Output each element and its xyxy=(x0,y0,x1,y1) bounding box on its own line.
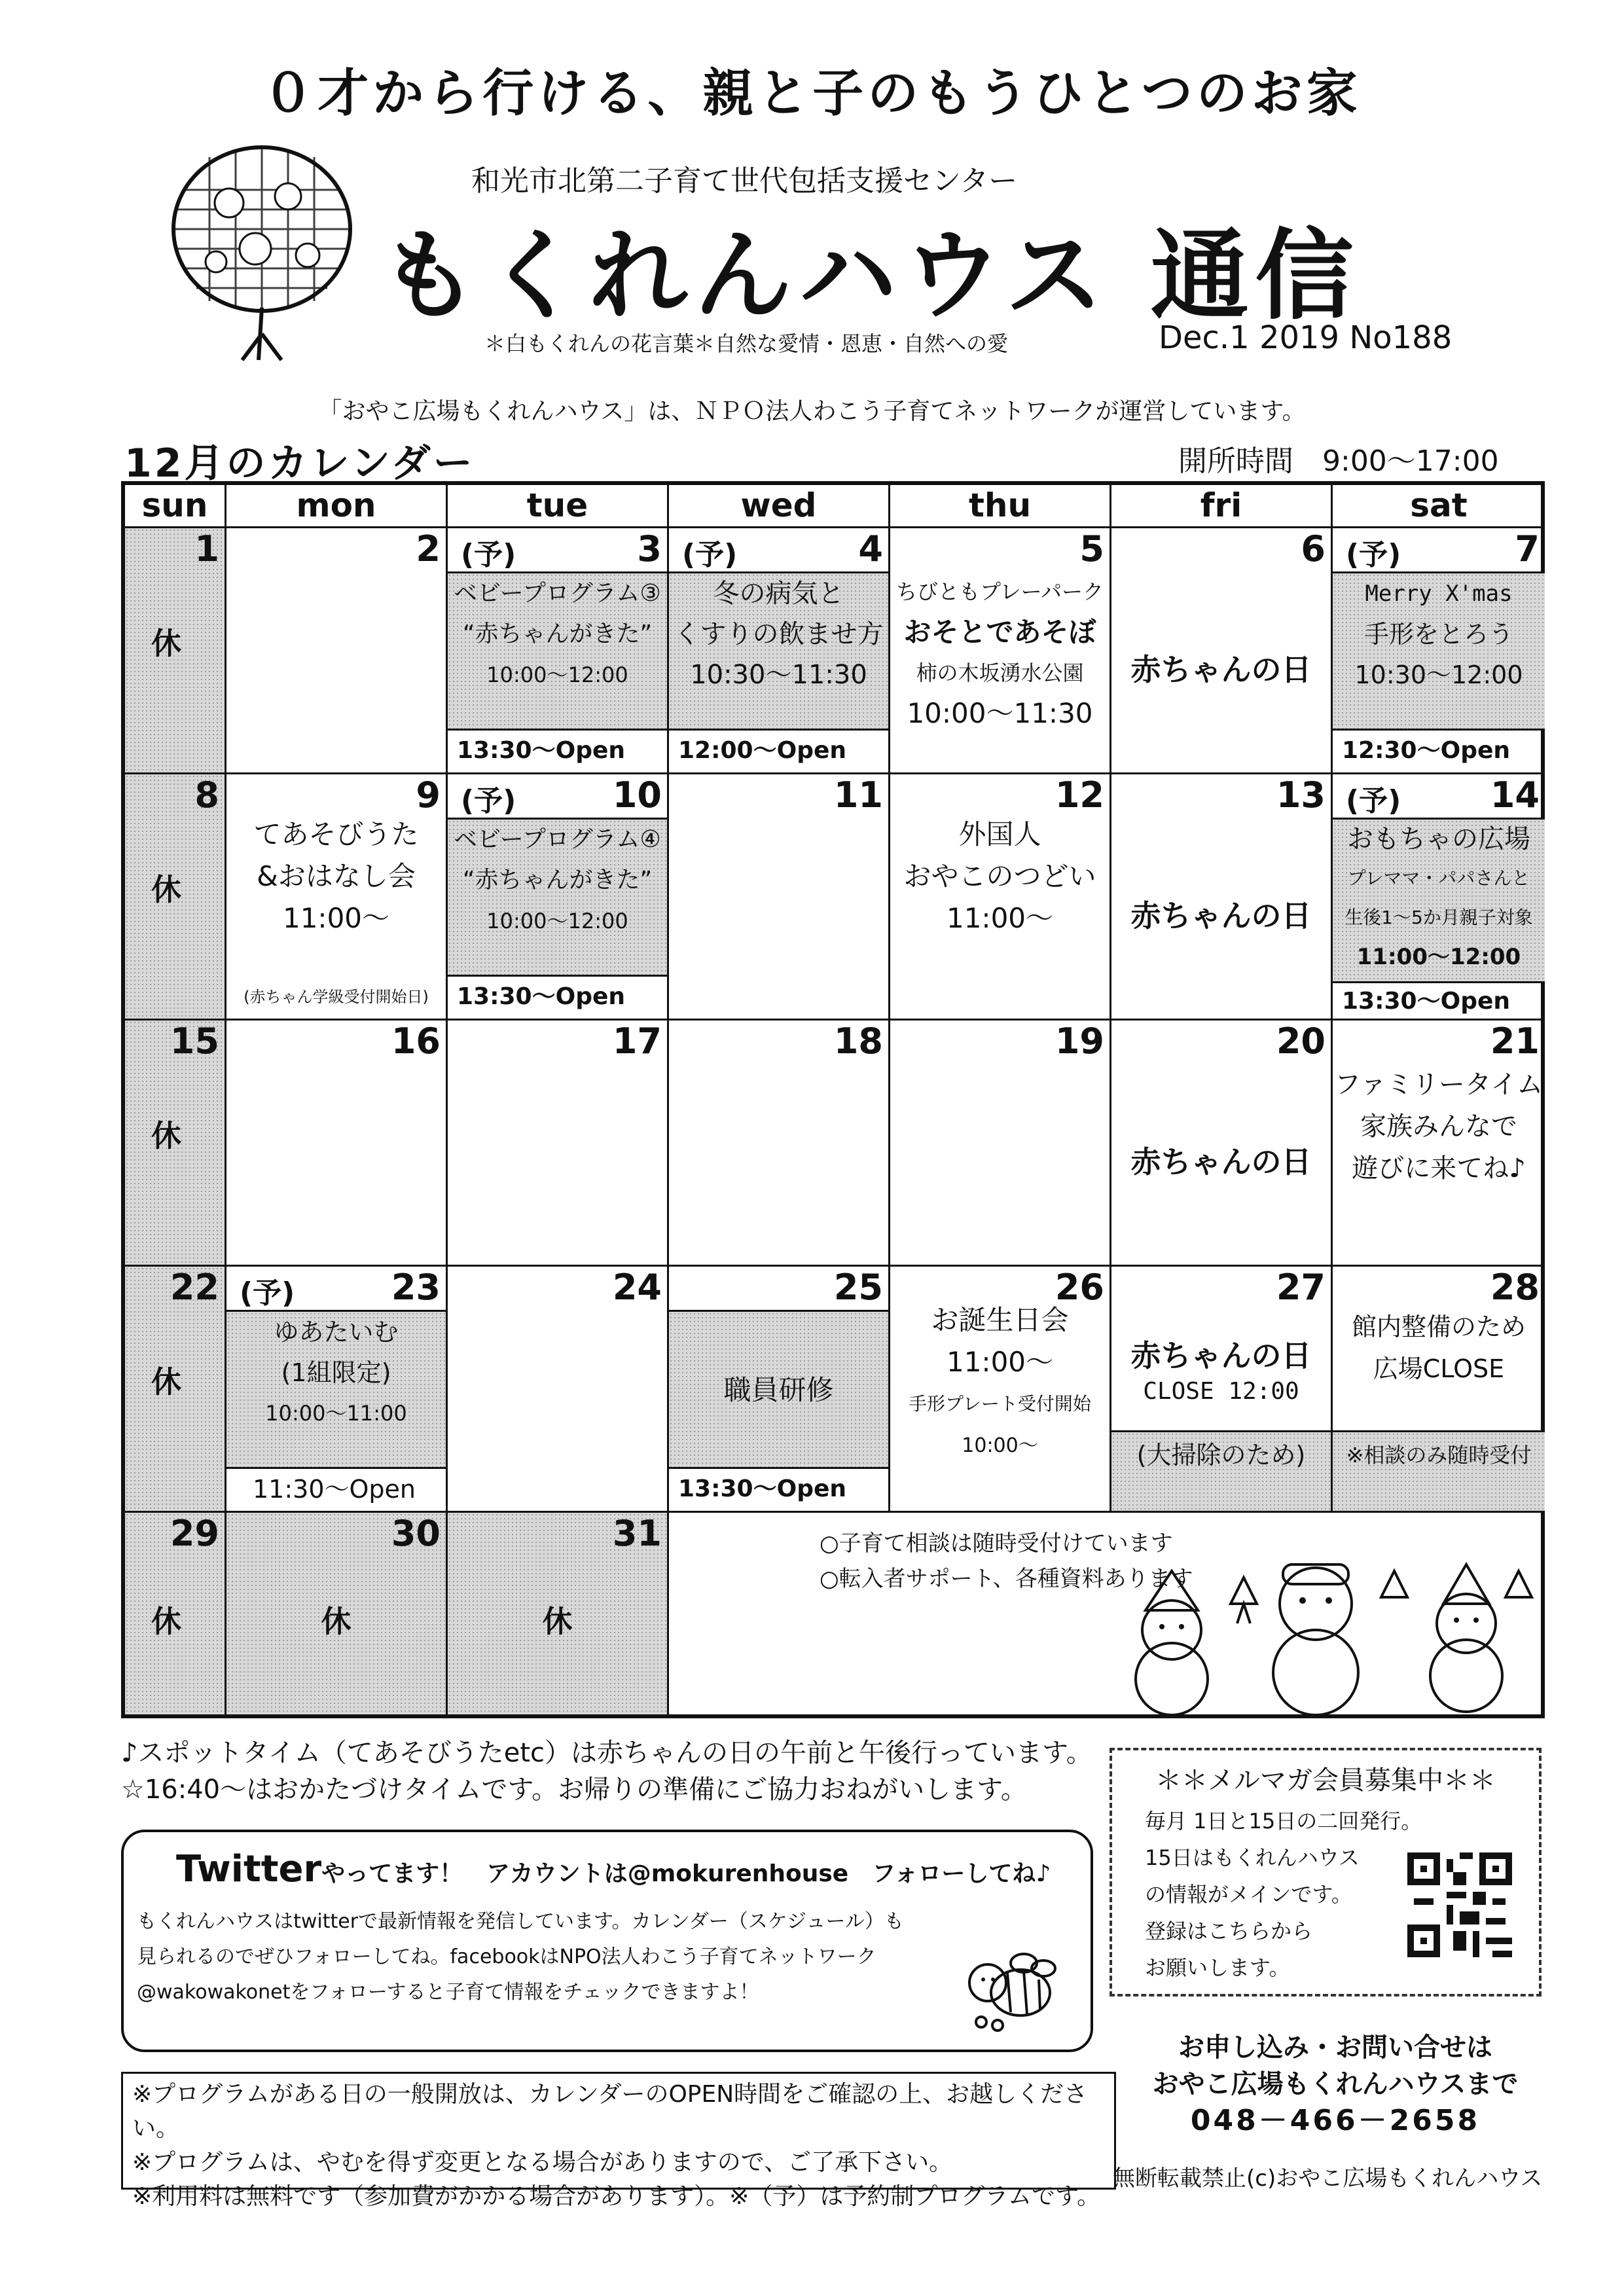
day-11: 11 xyxy=(669,774,890,1021)
weekday-wed: wed xyxy=(669,485,890,528)
day-2: 2 xyxy=(226,528,448,774)
day-13: 13 赤ちゃんの日 xyxy=(1111,774,1333,1021)
day-3: (予) 3 ベビープログラム③ “赤ちゃんがきた” 10:00～12:00 13:30～Open xyxy=(448,528,669,774)
weekday-sun: sun xyxy=(125,485,226,528)
day-19: 19 xyxy=(890,1021,1111,1267)
flower-words: ＊白もくれんの花言葉＊自然な愛情・恩恵・自然への愛 xyxy=(484,331,1009,356)
day-4: (予) 4 冬の病気と くすりの飲ませ方 10:30～11:30 12:00～Open xyxy=(669,528,890,774)
newsletter-title: もくれんハウス 通信 xyxy=(380,219,1360,333)
phone-number[interactable]: 048－466－2658 xyxy=(1190,2104,1481,2137)
day-30: 30 休 xyxy=(226,1513,448,1714)
day-9: 9 てあそびうた &おはなし会 11:00～ (赤ちゃん学級受付開始日) xyxy=(226,774,448,1021)
day-24: 24 xyxy=(448,1267,669,1513)
weekday-tue: tue xyxy=(448,485,669,528)
day-21: 21 ファミリータイム 家族みんなで 遊びに来てね♪ xyxy=(1333,1021,1545,1267)
day-10: (予) 10 ベビープログラム④ “赤ちゃんがきた” 10:00～12:00 13:30～Open xyxy=(448,774,669,1021)
weekday-mon: mon xyxy=(226,485,448,528)
weekday-fri: fri xyxy=(1111,485,1333,528)
operator-note: 「おやこ広場もくれんハウス」は、ＮＰＯ法人わこう子育てネットワークが運営しています。 xyxy=(318,398,1306,425)
day-7: (予) 7 Merry X'mas 手形をとろう 10:30～12:00 12:30～Open xyxy=(1333,528,1545,774)
day-17: 17 xyxy=(448,1021,669,1267)
twitter-heading: Twitterやってます！ アカウントは@mokurenhouse フォローしてね♪ xyxy=(176,1848,1051,1890)
snowman-illustration-icon xyxy=(1100,1525,1538,1715)
copyright: 無断転載禁止(c)おやこ広場もくれんハウス xyxy=(1113,2165,1543,2192)
program-notes: ※プログラムがある日の一般開放は、カレンダーのOPEN時間をご確認の上、お越しください。 ※プログラムは、やむを得ず変更となる場合がありますので、ご了承下さい。 ※利用料は無料です（参加費がかかる場合があります）。※（予）は予約制プログラムです。 xyxy=(121,2072,1116,2190)
day-26: 26 お誕生日会 11:00～ 手形プレート受付開始 10:00～ xyxy=(890,1267,1111,1513)
day-18: 18 xyxy=(669,1021,890,1267)
opening-hours: 開所時間 9:00～17:00 xyxy=(1178,444,1499,478)
calendar-title: 12月のカレンダー xyxy=(124,441,475,486)
center-name: 和光市北第二子育て世代包括支援センター xyxy=(471,164,1018,198)
day-31: 31 休 xyxy=(448,1513,669,1714)
day-15: 15 休 xyxy=(125,1021,226,1267)
day-8: 8 休 xyxy=(125,774,226,1021)
bee-icon xyxy=(962,1943,1066,2035)
mailmag-body: 毎月 1日と15日の二回発行。 15日はもくれんハウス の情報がメインです。 登録はこちらから お願いします。 xyxy=(1145,1809,1422,1980)
weekday-sat: sat xyxy=(1333,485,1545,528)
qr-code-icon[interactable] xyxy=(1407,1852,1512,1957)
day-5: 5 ちびともプレーパーク おそとであそぼ 柿の木坂湧水公園 10:00～11:30 xyxy=(890,528,1111,774)
twitter-box xyxy=(121,1830,1093,2052)
mailmag-title: ＊＊メルマガ会員募集中＊＊ xyxy=(1155,1765,1496,1796)
day-22: 22 休 xyxy=(125,1267,226,1513)
day-16: 16 xyxy=(226,1021,448,1267)
contact-info: お申し込み・お問い合せは おやこ広場もくれんハウスまで 048－466－2658 xyxy=(1126,2029,1545,2139)
day-28: 28 館内整備のため 広場CLOSE ※相談のみ随時受付 xyxy=(1333,1267,1545,1513)
day-23: (予) 23 ゆあたいむ (1組限定) 10:00～11:00 11:30～Open xyxy=(226,1267,448,1513)
day-27: 27 赤ちゃんの日 CLOSE 12:00 (大掃除のため) xyxy=(1111,1267,1333,1513)
issue-info: Dec.1 2019 No188 xyxy=(1159,319,1453,356)
tagline: ０才から行ける、親と子のもうひとつのお家 xyxy=(262,64,1362,123)
day-25: 25 職員研修 13:30～Open xyxy=(669,1267,890,1513)
day-1 xyxy=(125,528,226,774)
calendar-notes: ○子育て相談は随時受付けています ○転入者サポート、各種資料あります xyxy=(820,1530,1193,1592)
day-6: 6 赤ちゃんの日 xyxy=(1111,528,1333,774)
twitter-body: もくれんハウスはtwitterで最新情報を発信しています。カレンダー（スケジュール）も 見られるのでぜひフォローしてね。facebookはNPO法人わこう子育てネットワーク @wakowakonetをフォローすると子育て情報をチェックできますよ！ xyxy=(137,1910,904,2004)
weekday-thu: thu xyxy=(890,485,1111,528)
day-12: 12 外国人 おやこのつどい 11:00～ xyxy=(890,774,1111,1021)
spot-time-notes: ♪スポットタイム（てあそびうたetc）は赤ちゃんの日の午前と午後行っています。 ☆16:40～はおかたづけタイムです。お帰りの準備にご協力おねがいします。 xyxy=(121,1738,1092,1805)
holiday-label: 休 xyxy=(151,626,181,661)
day-number: 1 xyxy=(194,528,219,569)
day-14: (予) 14 おもちゃの広場 プレママ・パパさんと 生後1～5か月親子対象 11:00～12:00 13:30～Open xyxy=(1333,774,1545,1021)
day-29: 29 休 xyxy=(125,1513,226,1714)
day-20: 20 赤ちゃんの日 xyxy=(1111,1021,1333,1267)
mokuren-tree-icon xyxy=(157,137,373,373)
